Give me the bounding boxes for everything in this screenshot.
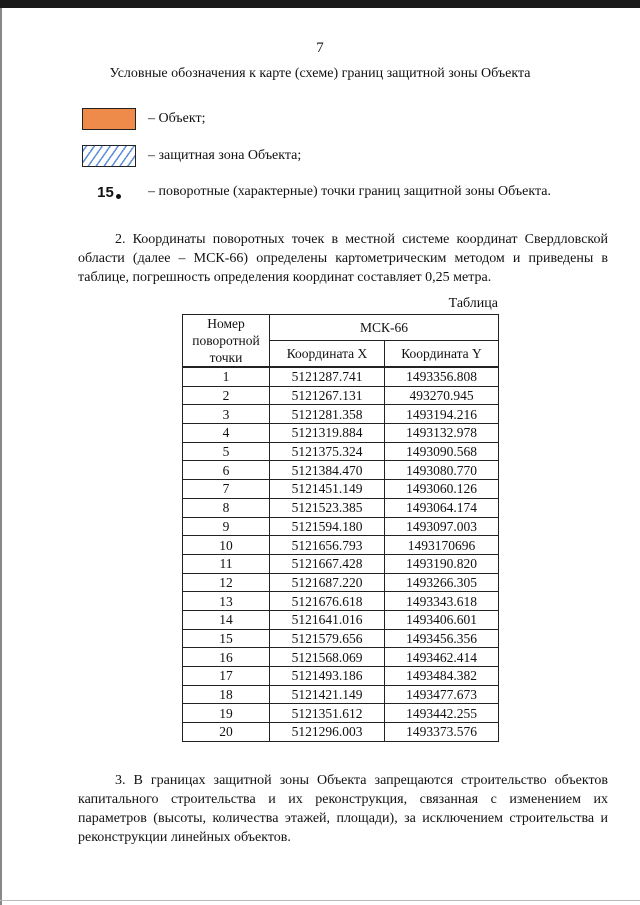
coordinate-y-cell: 1493442.255 [385,704,499,723]
object-swatch [82,108,136,130]
coordinate-x-cell: 5121493.186 [270,667,385,686]
table-row [183,648,499,667]
coordinate-x-cell: 5121351.612 [270,704,385,723]
coordinate-y-cell: 1493097.003 [385,517,499,536]
coordinate-x-cell: 5121568.069 [270,648,385,667]
scan-bottom-edge [0,900,640,901]
page-number: 7 [316,40,324,56]
coordinate-y-cell: 1493090.568 [385,442,499,461]
table-row [183,424,499,443]
legend-item-object [82,107,205,131]
legend-title: Условные обозначения к карте (схеме) границ защитной зоны Объекта [109,66,531,81]
coordinate-x-cell: 5121296.003 [270,723,385,742]
coordinate-x-cell: 5121319.884 [270,424,385,443]
coordinate-y-cell: 493270.945 [385,386,499,405]
point-dot-icon [116,194,121,199]
point-number-cell: 1 [183,367,270,386]
table-row [183,667,499,686]
header-y: Координата Y [385,340,499,367]
coordinate-x-cell: 5121421.149 [270,685,385,704]
coordinate-y-cell: 1493406.601 [385,610,499,629]
table-row [183,405,499,424]
table-row [183,480,499,499]
coordinate-x-cell: 5121641.016 [270,610,385,629]
turning-point-symbol [82,184,136,201]
point-number-cell: 2 [183,386,270,405]
table-row [183,536,499,555]
coordinates-table [182,314,499,742]
coordinate-y-cell: 1493343.618 [385,592,499,611]
point-number-cell: 3 [183,405,270,424]
coordinate-y-cell: 1493194.216 [385,405,499,424]
scan-left-edge [0,8,2,905]
legend-item-label: – поворотные (характерные) точки границ защитной зоны Объекта. [148,184,551,199]
table-row [183,592,499,611]
legend-item-label: – Объект; [148,111,206,126]
point-number-cell: 16 [183,648,270,667]
table-row [183,610,499,629]
section-2-paragraph: 2. Координаты поворотных точек в местной системе координат Свердловской области (далее – МСК-66) определены картометрическим методом и приведены в таблице, погрешность определения координат составляет 0,25 метра. [78,232,608,285]
point-number-cell: 4 [183,424,270,443]
coordinate-x-cell: 5121676.618 [270,592,385,611]
point-number-cell: 6 [183,461,270,480]
section-3-paragraph: 3. В границах защитной зоны Объекта запрещаются строительство объектов капитального строительства и их реконструкция, связанная с изменением их параметров (высоты, количества этажей, площади), за исключением строительства и реконструкции линейных объектов. [78,773,608,845]
legend-item-turning-point [82,180,551,204]
coordinate-x-cell: 5121656.793 [270,536,385,555]
coordinate-x-cell: 5121667.428 [270,554,385,573]
scan-top-edge [0,0,640,8]
coordinate-y-cell: 1493266.305 [385,573,499,592]
point-number-cell: 11 [183,554,270,573]
coordinate-x-cell: 5121384.470 [270,461,385,480]
coordinate-y-cell: 1493060.126 [385,480,499,499]
coordinate-y-cell: 1493190.820 [385,554,499,573]
coordinate-x-cell: 5121287.741 [270,367,385,386]
coordinate-y-cell: 1493477.673 [385,685,499,704]
coordinate-x-cell: 5121579.656 [270,629,385,648]
point-number-cell: 14 [183,610,270,629]
coordinate-x-cell: 5121267.131 [270,386,385,405]
point-number-cell: 8 [183,498,270,517]
table-row [183,517,499,536]
coordinate-y-cell: 1493170696 [385,536,499,555]
table-row [183,367,499,386]
table-row [183,723,499,742]
protective-zone-swatch [82,145,136,167]
coordinate-y-cell: 1493080.770 [385,461,499,480]
point-number-cell: 19 [183,704,270,723]
point-number-cell: 15 [183,629,270,648]
header-point-number: Номер поворотной точки [183,315,270,368]
coordinate-x-cell: 5121451.149 [270,480,385,499]
point-number-cell: 20 [183,723,270,742]
coordinate-y-cell: 1493462.414 [385,648,499,667]
table-row [183,685,499,704]
point-number-cell: 18 [183,685,270,704]
point-number-cell: 13 [183,592,270,611]
coordinate-y-cell: 1493484.382 [385,667,499,686]
table-caption: Таблица [448,296,498,311]
table-row [183,704,499,723]
coordinate-x-cell: 5121687.220 [270,573,385,592]
legend-item-label: – защитная зона Объекта; [148,148,302,163]
table-row [183,442,499,461]
coordinate-x-cell: 5121281.358 [270,405,385,424]
coordinate-y-cell: 1493064.174 [385,498,499,517]
coordinate-y-cell: 1493373.576 [385,723,499,742]
legend-item-protective-zone [82,144,301,168]
point-number-cell: 12 [183,573,270,592]
point-number-cell: 7 [183,480,270,499]
point-number-cell: 9 [183,517,270,536]
table-row [183,386,499,405]
table-row [183,498,499,517]
coordinate-x-cell: 5121594.180 [270,517,385,536]
table-row [183,573,499,592]
table-row [183,554,499,573]
table-row [183,629,499,648]
coordinate-y-cell: 1493356.808 [385,367,499,386]
table-body [183,367,499,741]
point-number-cell: 10 [183,536,270,555]
turning-point-number: 15 [97,183,114,201]
table-row [183,461,499,480]
coordinate-y-cell: 1493456.356 [385,629,499,648]
header-x: Координата X [270,340,385,367]
coordinate-x-cell: 5121375.324 [270,442,385,461]
coordinate-y-cell: 1493132.978 [385,424,499,443]
header-coordinate-system: МСК-66 [270,315,499,341]
point-number-cell: 5 [183,442,270,461]
coordinate-x-cell: 5121523.385 [270,498,385,517]
point-number-cell: 17 [183,667,270,686]
